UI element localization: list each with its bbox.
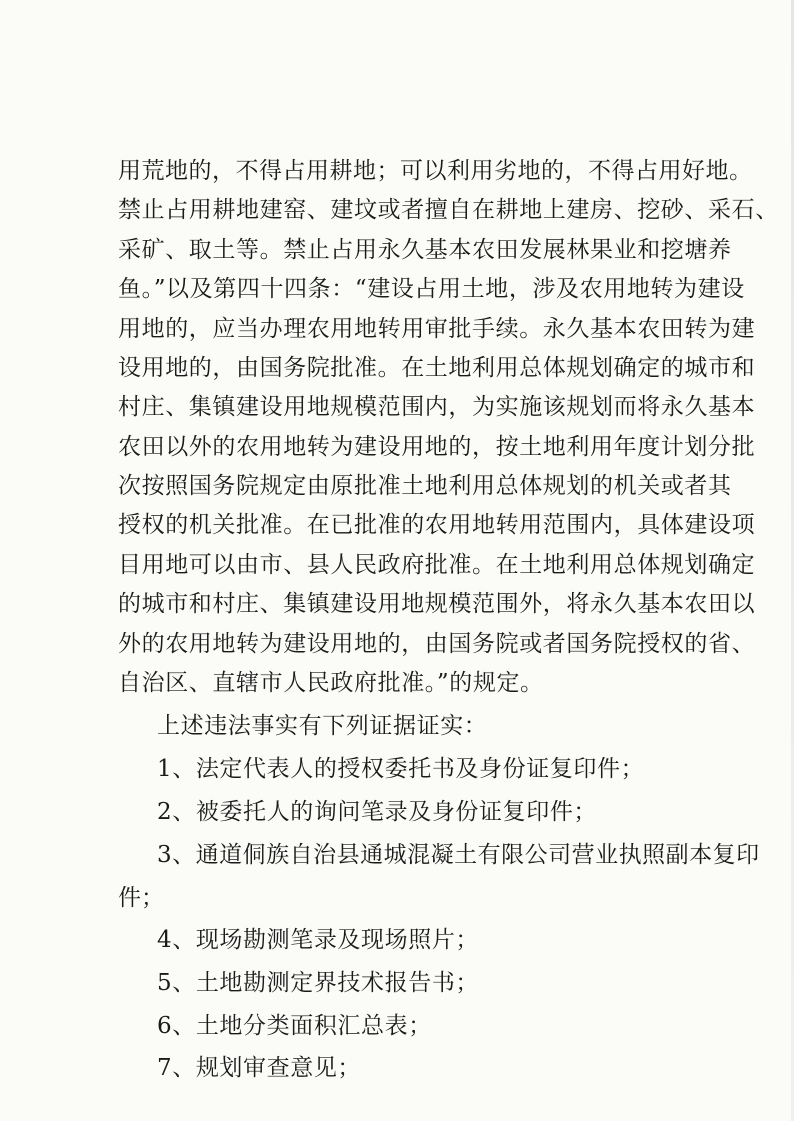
paragraph-line: 村庄、集镇建设用地规模范围内，为实施该规划而将永久基本 [118, 394, 756, 420]
paragraph-line: 次按照国务院规定由原批准土地利用总体规划的机关或者其 [118, 473, 732, 499]
evidence-item-continuation: 件； [118, 885, 164, 911]
paragraph-line: 授权的机关批准。在已批准的农用地转用范围内，具体建设项 [118, 512, 756, 538]
evidence-intro: 上述违法事实有下列证据证实： [157, 713, 488, 739]
paragraph-line: 采矿、取土等。禁止占用永久基本农田发展林果业和挖塘养 [118, 237, 732, 263]
paragraph-line: 外的农用地转为建设用地的，由国务院或者国务院授权的省、 [118, 631, 756, 657]
paragraph-line: 用荒地的，不得占用耕地；可以利用劣地的，不得占用好地。 [118, 158, 753, 184]
paragraph-line: 目用地可以由市、县人民政府批准。在土地利用总体规划确定 [118, 552, 756, 578]
paragraph-last-line: 自治区、直辖市人民政府批准。”的规定。 [118, 670, 544, 696]
paragraph-line: 的城市和村庄、集镇建设用地规模范围外，将永久基本农田以 [118, 591, 756, 617]
evidence-item: 2、被委托人的询问笔录及身份证复印件； [157, 799, 598, 825]
paragraph-line: 设用地的，由国务院批准。在土地利用总体规划确定的城市和 [118, 355, 756, 381]
paragraph-line: 农田以外的农用地转为建设用地的，按土地利用年度计划分批 [118, 434, 756, 460]
evidence-item: 7、规划审查意见； [157, 1055, 362, 1081]
evidence-item: 1、法定代表人的授权委托书及身份证复印件； [157, 756, 645, 782]
evidence-item: 3、通道侗族自治县通城混凝土有限公司营业执照副本复印 [157, 842, 760, 868]
evidence-item: 6、土地分类面积汇总表； [157, 1013, 432, 1039]
paragraph-line: 鱼。”以及第四十四条：“建设占用土地，涉及农用地转为建设 [118, 276, 745, 302]
paragraph-line: 用地的，应当办理农用地转用审批手续。永久基本农田转为建 [118, 316, 756, 342]
evidence-item: 4、现场勘测笔录及现场照片； [157, 927, 480, 953]
paragraph-line: 禁止占用耕地建窑、建坟或者擅自在耕地上建房、挖砂、采石、 [118, 197, 779, 223]
evidence-item: 5、土地勘测定界技术报告书； [157, 970, 480, 996]
